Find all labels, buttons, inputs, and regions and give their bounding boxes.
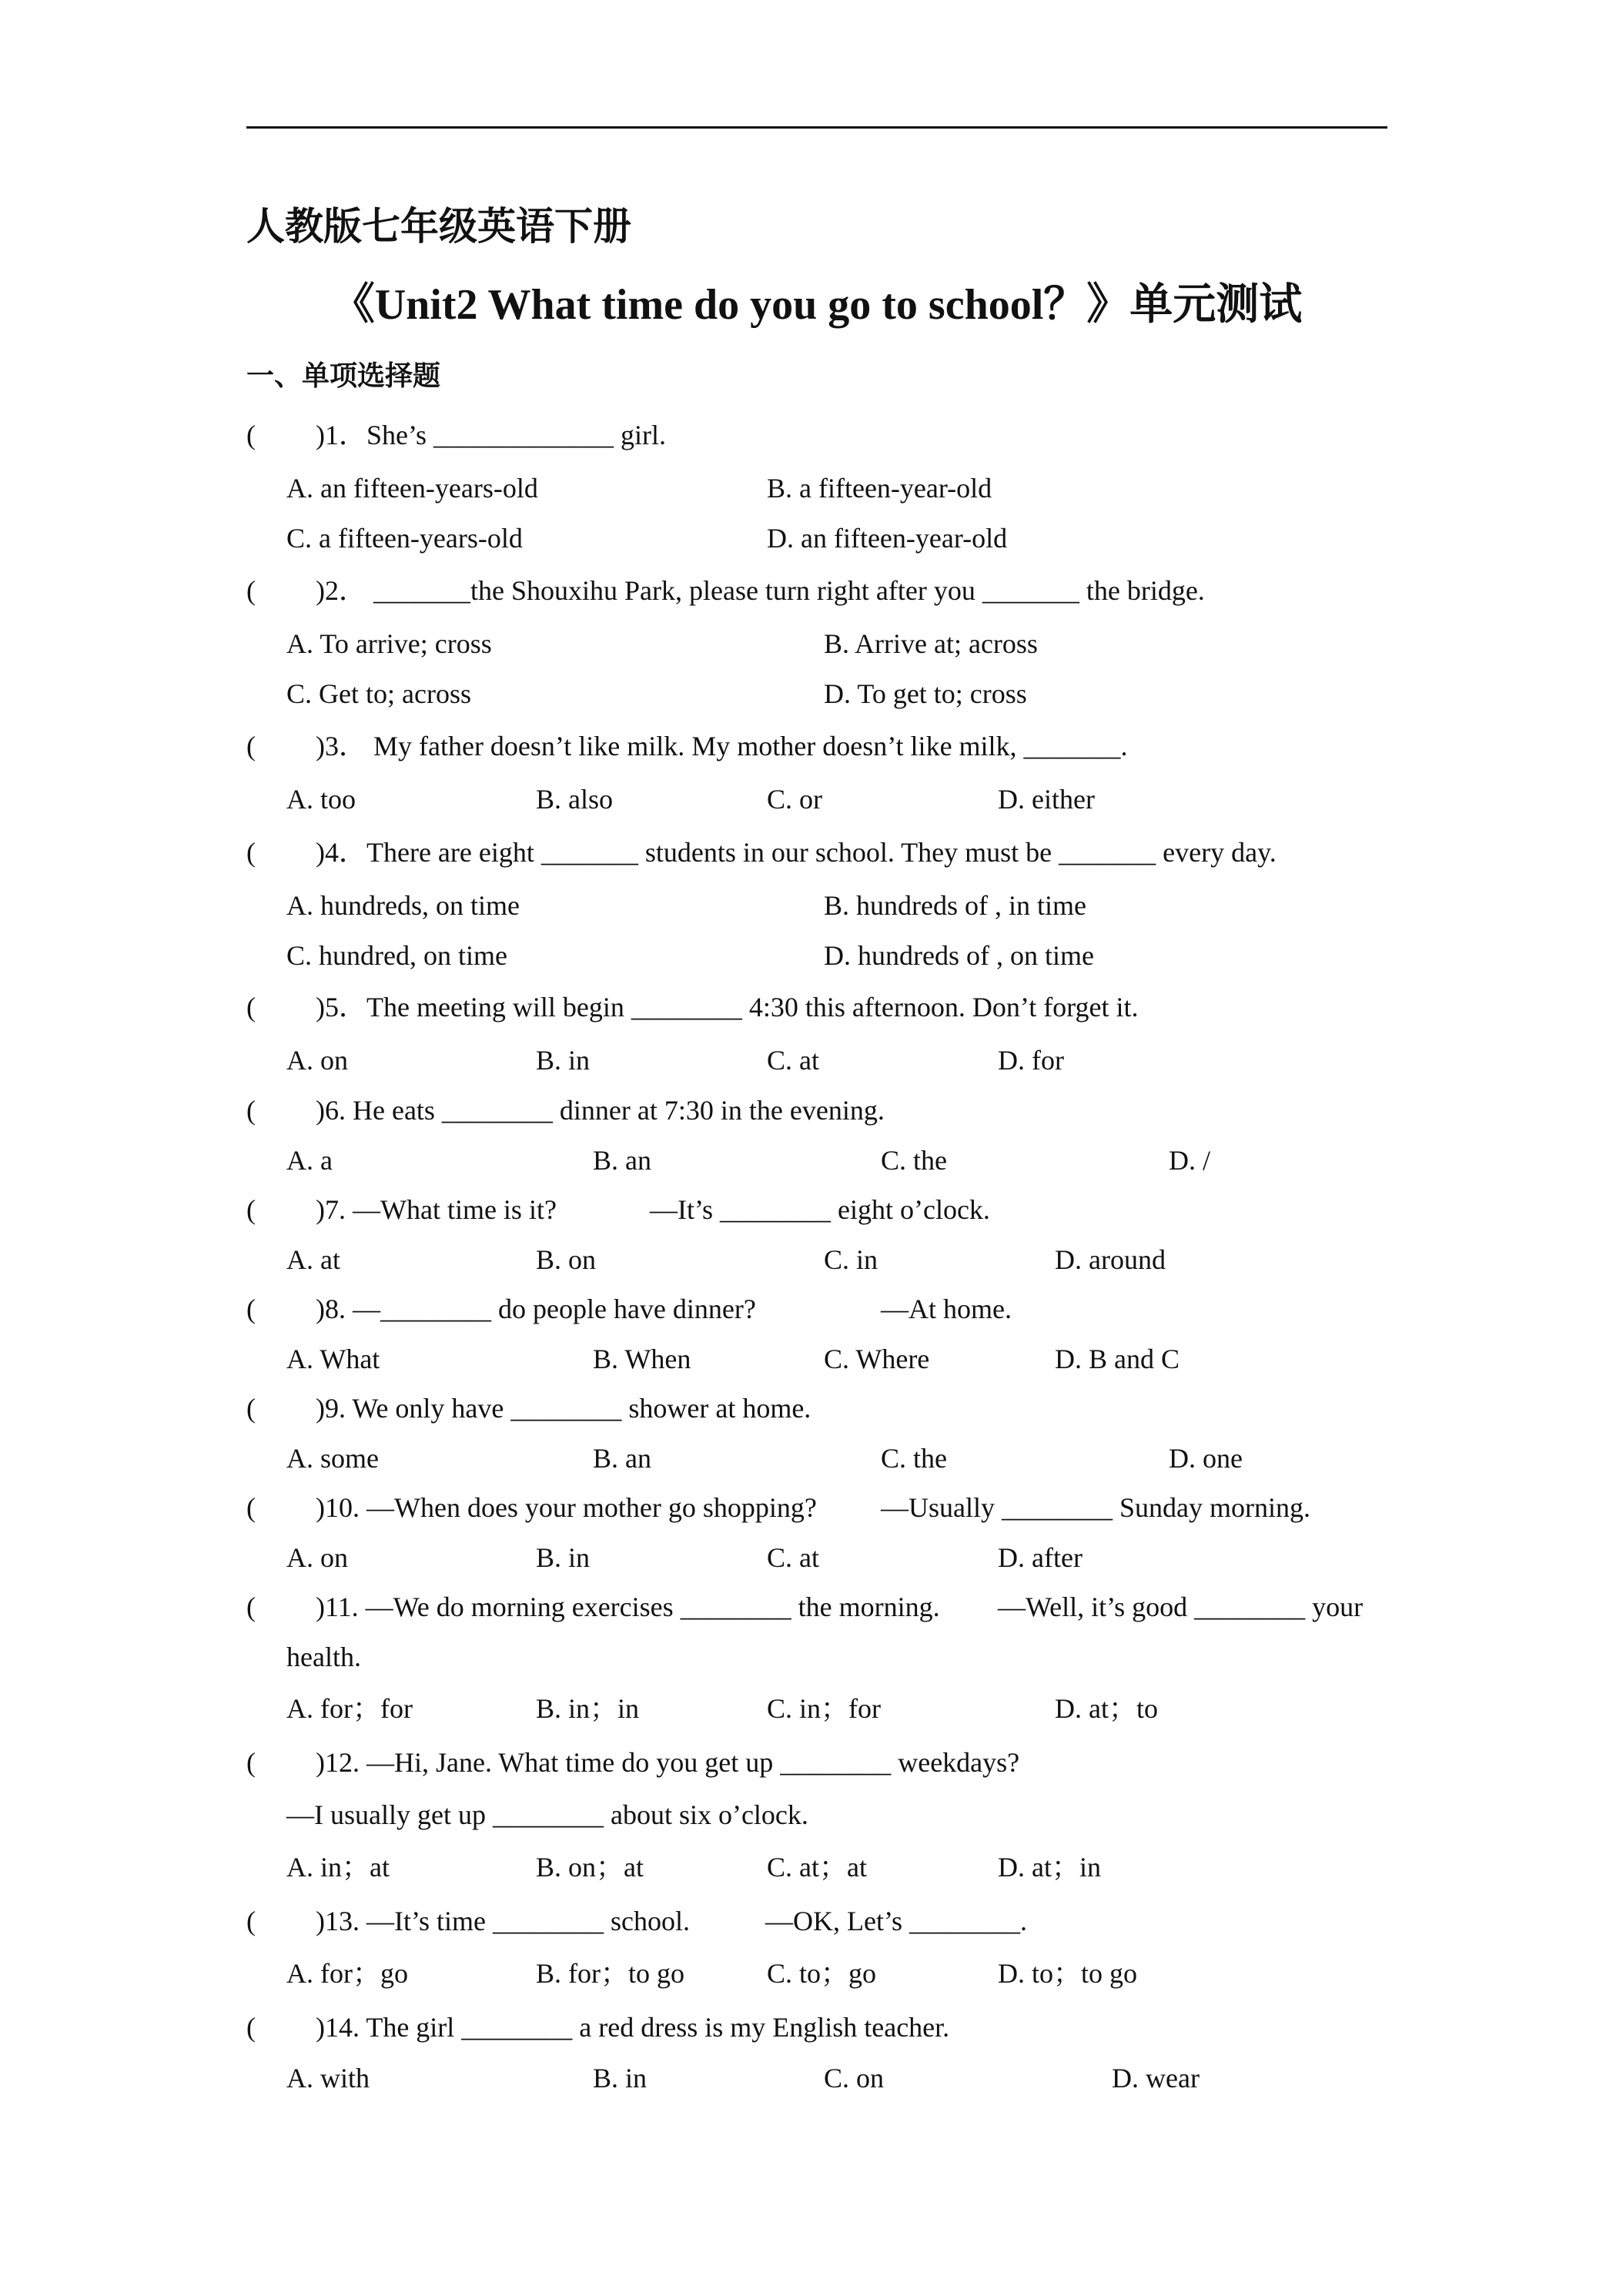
option-a: A. a — [286, 1145, 333, 1176]
option-d: D. To get to; cross — [824, 678, 1027, 709]
option-b: B. an — [593, 1145, 651, 1176]
option-a: A. an fifteen-years-old — [286, 473, 538, 504]
option-a: A. in；at — [286, 1852, 390, 1883]
option-d: D. hundreds of , on time — [824, 940, 1094, 971]
title-main: Unit2 What time do you go to school？ — [374, 281, 1087, 329]
answer-bracket: ( — [246, 1095, 256, 1126]
answer-bracket: ( — [246, 1393, 256, 1424]
option-c: C. the — [881, 1145, 947, 1176]
option-c: C. to；go — [767, 1958, 877, 1989]
option-b: B. an — [593, 1443, 651, 1474]
option-a: A. some — [286, 1443, 379, 1474]
option-d: D. an fifteen-year-old — [767, 523, 1008, 554]
option-d: D. one — [1169, 1443, 1243, 1474]
question-stem: )1．She’s _____________ girl. — [316, 420, 666, 450]
option-b: B. hundreds of , in time — [824, 890, 1086, 921]
question-stem: )14. The girl ________ a red dress is my English teacher. — [316, 2012, 950, 2043]
question-stem: )6. He eats ________ dinner at 7:30 in the evening. — [316, 1095, 885, 1126]
question-stem: )10. —When does your mother go shopping? — [316, 1492, 817, 1523]
question-continuation: —I usually get up ________ about six o’clock. — [286, 1799, 808, 1830]
question-reply: —OK, Let’s ________. — [765, 1906, 1027, 1936]
answer-bracket: ( — [246, 1747, 256, 1778]
question-stem: )7. —What time is it? — [316, 1194, 557, 1225]
question-stem: )12. —Hi, Jane. What time do you get up ________ weekdays? — [316, 1747, 1020, 1778]
option-c: C. or — [767, 784, 822, 815]
option-a: A. To arrive; cross — [286, 628, 492, 659]
option-a: A. for；for — [286, 1693, 413, 1724]
option-c: C. at；at — [767, 1852, 867, 1883]
header-rule — [246, 126, 1387, 129]
title-close: 》单元测试 — [1086, 279, 1303, 330]
option-c: C. in — [824, 1244, 878, 1275]
option-b: B. in — [536, 1542, 591, 1573]
option-d: D. wear — [1112, 2063, 1200, 2094]
option-d: D. either — [998, 784, 1095, 815]
option-a: A. hundreds, on time — [286, 890, 520, 921]
option-b: B. a fifteen-year-old — [767, 473, 992, 504]
option-b: B. on — [536, 1244, 597, 1275]
option-c: C. on — [824, 2063, 885, 2094]
question-stem: )9. We only have ________ shower at home. — [316, 1393, 812, 1424]
option-a: A. too — [286, 784, 356, 815]
answer-bracket: ( — [246, 1591, 256, 1622]
option-c: C. the — [881, 1443, 947, 1474]
section-heading: 一、单项选择题 — [246, 360, 441, 392]
option-b: B. Arrive at; across — [824, 628, 1038, 659]
answer-bracket: ( — [246, 2012, 256, 2043]
publisher-heading: 人教版七年级英语下册 — [246, 204, 631, 249]
option-d: D. B and C — [1055, 1344, 1180, 1374]
question-continuation: health. — [286, 1642, 361, 1672]
option-d: D. / — [1169, 1145, 1210, 1176]
option-b: B. in — [536, 1045, 591, 1076]
answer-bracket: ( — [246, 575, 256, 606]
title-open: 《 — [331, 279, 375, 330]
question-stem: )5．The meeting will begin ________ 4:30 this afternoon. Don’t forget it. — [316, 992, 1139, 1022]
option-d: D. at；to — [1055, 1693, 1158, 1724]
option-c: C. Where — [824, 1344, 930, 1374]
question-reply: —It’s ________ eight o’clock. — [650, 1194, 990, 1225]
option-a: A. on — [286, 1045, 348, 1076]
option-d: D. around — [1055, 1244, 1166, 1275]
option-a: A. for；go — [286, 1958, 408, 1989]
question-reply: —At home. — [881, 1294, 1012, 1324]
answer-bracket: ( — [246, 420, 256, 450]
option-b: B. for；to go — [536, 1958, 684, 1989]
option-a: A. with — [286, 2063, 370, 2094]
option-c: C. hundred, on time — [286, 940, 507, 971]
question-stem: )3． My father doesn’t like milk. My mother doesn’t like milk, _______. — [316, 731, 1128, 761]
option-d: D. for — [998, 1045, 1064, 1076]
option-c: C. at — [767, 1542, 819, 1573]
answer-bracket: ( — [246, 1906, 256, 1936]
answer-bracket: ( — [246, 1294, 256, 1324]
test-title — [246, 274, 1387, 336]
question-stem: )13. —It’s time ________ school. — [316, 1906, 690, 1936]
question-stem: )4．There are eight _______ students in our school. They must be _______ every day. — [316, 837, 1277, 868]
question-stem: )2． _______the Shouxihu Park, please turn right after you _______ the bridge. — [316, 575, 1205, 606]
option-b: B. When — [593, 1344, 691, 1374]
option-b: B. in — [593, 2063, 648, 2094]
answer-bracket: ( — [246, 992, 256, 1022]
option-d: D. at；in — [998, 1852, 1101, 1883]
option-a: A. at — [286, 1244, 340, 1275]
question-reply: —Well, it’s good ________ your — [998, 1591, 1364, 1622]
option-b: B. also — [536, 784, 614, 815]
question-stem: )8. —________ do people have dinner? — [316, 1294, 756, 1324]
answer-bracket: ( — [246, 1194, 256, 1225]
option-c: C. at — [767, 1045, 819, 1076]
option-b: B. in；in — [536, 1693, 640, 1724]
answer-bracket: ( — [246, 1492, 256, 1523]
option-d: D. to；to go — [998, 1958, 1138, 1989]
option-a: A. What — [286, 1344, 380, 1374]
option-a: A. on — [286, 1542, 348, 1573]
answer-bracket: ( — [246, 837, 256, 868]
option-c: C. Get to; across — [286, 678, 471, 709]
option-c: C. in；for — [767, 1693, 881, 1724]
question-stem: )11. —We do morning exercises ________ the morning. — [316, 1591, 940, 1622]
question-reply: —Usually ________ Sunday morning. — [881, 1492, 1310, 1523]
option-b: B. on；at — [536, 1852, 644, 1883]
option-c: C. a fifteen-years-old — [286, 523, 523, 554]
option-d: D. after — [998, 1542, 1083, 1573]
answer-bracket: ( — [246, 731, 256, 761]
